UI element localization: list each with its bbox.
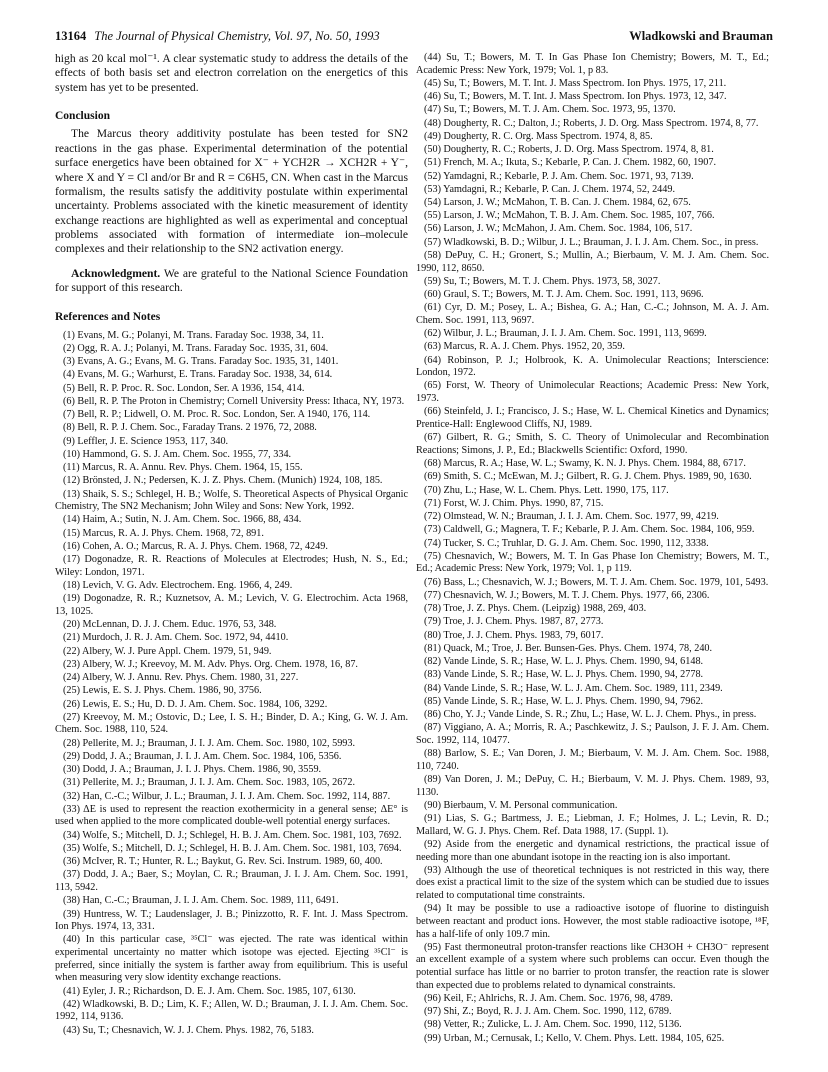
reference-item: (90) Bierbaum, V. M. Personal communication. — [424, 799, 618, 811]
reference-item: (53) Yamdagni, R.; Kebarle, P. Can. J. Chem. 1974, 52, 2449. — [424, 183, 675, 195]
running-authors: Wladkowski and Brauman — [629, 28, 773, 43]
reference-item: (45) Su, T.; Bowers, M. T. Int. J. Mass Spectrom. Ion Phys. 1975, 17, 211. — [424, 77, 727, 89]
reference-item: (97) Shi, Z.; Boyd, R. J. J. Am. Chem. Soc. 1990, 112, 6789. — [424, 1006, 672, 1018]
reference-item: (12) Brönsted, J. N.; Pedersen, K. J. Z. Phys. Chem. (Munich) 1924, 108, 185. — [63, 475, 383, 487]
reference-item: (25) Lewis, E. S. J. Phys. Chem. 1986, 90, 3756. — [63, 685, 262, 697]
reference-item: (59) Su, T.; Bowers, M. T. J. Chem. Phys. 1973, 58, 3027. — [424, 275, 661, 287]
reference-item: (30) Dodd, J. A.; Brauman, J. I. J. Phys. Chem. 1986, 90, 3559. — [63, 764, 322, 776]
intro-paragraph: high as 20 kcal mol⁻¹. A clear systematic study to address the details of the effects of both basis set and electron correlation on the energetics of this system has yet to be presented. — [55, 52, 408, 94]
reference-item: (92) Aside from the energetic and dynamical restrictions, the practical issue of needing more than one abundant isotope in the reacting ion is also important. — [416, 838, 769, 863]
reference-item: (63) Marcus, R. A. J. Chem. Phys. 1952, 20, 359. — [424, 341, 625, 353]
acknowledgment-paragraph — [55, 267, 408, 296]
reference-item: (42) Wladkowski, B. D.; Lim, K. F.; Allen, W. D.; Brauman, J. I. J. Am. Chem. Soc. 1992, 114, 9136. — [55, 998, 408, 1023]
reference-item: (66) Steinfeld, J. I.; Francisco, J. S.; Hase, W. L. Chemical Kinetics and Dynamics; Prentice-Hall: Englewood Cliffs, NJ, 1989. — [416, 406, 769, 430]
reference-item: (51) French, M. A.; Ikuta, S.; Kebarle, P. Can. J. Chem. 1982, 60, 1907. — [424, 157, 717, 169]
reference-item: (47) Su, T.; Bowers, M. T. J. Am. Chem. Soc. 1973, 95, 1370. — [424, 104, 676, 116]
reference-item: (50) Dougherty, R. C.; Roberts, J. D. Org. Mass Spectrom. 1974, 8, 81. — [424, 144, 714, 156]
reference-item: (74) Tucker, S. C.; Truhlar, D. G. J. Am. Chem. Soc. 1990, 112, 3338. — [424, 537, 709, 549]
reference-item: (38) Han, C.-C.; Brauman, J. I. J. Am. Chem. Soc. 1989, 111, 6491. — [63, 895, 339, 907]
reference-item: (88) Barlow, S. E.; Van Doren, J. M.; Bierbaum, V. M. J. Am. Chem. Soc. 1988, 110, 7240. — [416, 748, 769, 772]
reference-item: (70) Zhu, L.; Hase, W. L. Chem. Phys. Lett. 1990, 175, 117. — [424, 484, 669, 496]
conclusion-heading: Conclusion — [55, 110, 110, 123]
reference-item: (85) Vande Linde, S. R.; Hase, W. L. J. Phys. Chem. 1990, 94, 7962. — [424, 695, 704, 707]
reference-item: (96) Keil, F.; Ahlrichs, R. J. Am. Chem. Soc. 1976, 98, 4789. — [424, 993, 673, 1004]
reference-item: (76) Bass, L.; Chesnavich, W. J.; Bowers, M. T. J. Am. Chem. Soc. 1979, 101, 5493. — [424, 576, 769, 588]
reference-item: (68) Marcus, R. A.; Hase, W. L.; Swamy, K. N. J. Phys. Chem. 1984, 88, 6717. — [424, 458, 746, 470]
reference-item: (8) Bell, R. P. J. Chem. Soc., Faraday Trans. 2 1976, 72, 2088. — [63, 422, 317, 434]
reference-item: (49) Dougherty, R. C. Org. Mass Spectrom. 1974, 8, 85. — [424, 130, 653, 142]
reference-item: (91) Lias, S. G.; Bartmess, J. E.; Liebman, J. F.; Holmes, J. L.; Levin, R. D.; Mallard, W. G. J. Phys. Chem. Ref. Data 1988, 17. (Suppl. 1). — [416, 813, 769, 837]
left-column — [55, 52, 408, 1038]
reference-item: (80) Troe, J. J. Chem. Phys. 1983, 79, 6017. — [424, 629, 604, 641]
reference-item: (58) DePuy, C. H.; Gronert, S.; Mullin, A.; Bierbaum, V. M. J. Am. Chem. Soc. 1990, 112, 8650. — [416, 249, 769, 274]
reference-item: (2) Ogg, R. A. J.; Polanyi, M. Trans. Faraday Soc. 1935, 31, 604. — [63, 342, 329, 354]
reference-item: (69) Smith, S. C.; McEwan, M. J.; Gilbert, R. G. J. Chem. Phys. 1989, 90, 1630. — [424, 471, 752, 483]
reference-item: (81) Quack, M.; Troe, J. Ber. Bunsen-Ges. Phys. Chem. 1974, 78, 240. — [424, 642, 713, 654]
reference-item: (95) Fast thermoneutral proton-transfer reactions like CH3OH + CH3O⁻ represent an excellent example of a system where such problems can occur. Even though the potential surface has little or no barrier to proton transfer, the reaction rate is slower than expected due to problems related to dynamical constraints. — [416, 941, 769, 991]
reference-item: (62) Wilbur, J. L.; Brauman, J. I. J. Am. Chem. Soc. 1991, 113, 9699. — [424, 328, 707, 340]
reference-item: (60) Graul, S. T.; Bowers, M. T. J. Am. Chem. Soc. 1991, 113, 9696. — [424, 289, 704, 301]
reference-item: (89) Van Doren, J. M.; DePuy, C. H.; Bierbaum, V. M. J. Phys. Chem. 1989, 93, 1130. — [416, 773, 769, 798]
reference-item: (19) Dogonadze, R. R.; Kuznetsov, A. M.; Levich, V. G. Electrochim. Acta 1968, 13, 1025. — [55, 593, 408, 617]
reference-item: (86) Cho, Y. J.; Vande Linde, S. R.; Zhu, L.; Hase, W. L. J. Chem. Phys., in press. — [424, 708, 757, 720]
reference-item: (22) Albery, W. J. Pure Appl. Chem. 1979, 51, 949. — [63, 645, 272, 657]
reference-item: (35) Wolfe, S.; Mitchell, D. J.; Schlegel, H. B. J. Am. Chem. Soc. 1981, 103, 7694. — [63, 842, 402, 854]
reference-item: (3) Evans, A. G.; Evans, M. G. Trans. Faraday Soc. 1935, 31, 1401. — [63, 356, 339, 368]
reference-item: (33) ΔE is used to represent the reaction exothermicity in a general sense; ΔE° is used when applied to the more complicated double-well potential energy surfaces. — [55, 803, 408, 828]
reference-item: (82) Vande Linde, S. R.; Hase, W. L. J. Phys. Chem. 1990, 94, 6148. — [424, 656, 704, 668]
reference-item: (13) Shaik, S. S.; Schlegel, H. B.; Wolfe, S. Theoretical Aspects of Physical Organic Chemistry, The SN2 Mechanism; John Wiley and Sons: New York, 1992. — [55, 488, 408, 513]
reference-item: (32) Han, C.-C.; Wilbur, J. L.; Brauman, J. I. J. Am. Chem. Soc. 1992, 114, 887. — [63, 790, 391, 802]
reference-item: (43) Su, T.; Chesnavich, W. J. J. Chem. Phys. 1982, 76, 5183. — [63, 1024, 314, 1036]
reference-item: (9) Leffler, J. E. Science 1953, 117, 340. — [63, 435, 229, 447]
references-list-right — [416, 52, 769, 1045]
reference-item: (10) Hammond, G. S. J. Am. Chem. Soc. 1955, 77, 334. — [63, 448, 292, 460]
journal-citation: The Journal of Physical Chemistry, Vol. 97, No. 50, 1993 — [94, 28, 380, 43]
reference-item: (27) Kreevoy, M. M.; Ostovic, D.; Lee, I. S. H.; Binder, D. A.; King, G. W. J. Am. Chem. Soc. 1988, 110, 524. — [55, 711, 408, 736]
reference-item: (41) Eyler, J. R.; Richardson, D. E. J. Am. Chem. Soc. 1985, 107, 6130. — [63, 985, 356, 997]
reference-item: (21) Murdoch, J. R. J. Am. Chem. Soc. 1972, 94, 4410. — [63, 632, 289, 644]
reference-item: (39) Huntress, W. T.; Laudenslager, J. B.; Pinizzotto, R. F. Int. J. Mass Spectrom. Ion Phys. 1974, 13, 331. — [55, 908, 408, 933]
page-number: 13164 — [55, 28, 87, 43]
reference-item: (71) Forst, W. J. Chim. Phys. 1990, 87, 715. — [424, 497, 604, 509]
reference-item: (55) Larson, J. W.; McMahon, T. B. J. Am. Chem. Soc. 1985, 107, 766. — [424, 210, 715, 222]
reference-item: (67) Gilbert, R. G.; Smith, S. C. Theory of Unimolecular and Recombination Reactions; Simons, J. P., Ed.; Blackwells Scientific: Oxford, 1990. — [416, 432, 769, 456]
acknowledgment-label: Acknowledgment. — [71, 266, 161, 280]
reference-item: (77) Chesnavich, W. J.; Bowers, M. T. J. Chem. Phys. 1977, 66, 2306. — [424, 589, 710, 601]
reference-item: (84) Vande Linde, S. R.; Hase, W. L. J. Am. Chem. Soc. 1989, 111, 2349. — [424, 682, 723, 694]
reference-item: (79) Troe, J. J. Chem. Phys. 1987, 87, 2773. — [424, 616, 604, 628]
reference-item: (98) Vetter, R.; Zulicke, L. J. Am. Chem. Soc. 1990, 112, 5136. — [424, 1019, 682, 1031]
reference-item: (36) McIver, R. T.; Hunter, R. L.; Baykut, G. Rev. Sci. Instrum. 1989, 60, 400. — [63, 856, 383, 868]
reference-item: (87) Viggiano, A. A.; Morris, R. A.; Paschkewitz, J. S.; Paulson, J. F. J. Am. Chem. Soc. 1992, 114, 10477. — [416, 722, 769, 746]
reference-item: (37) Dodd, J. A.; Baer, S.; Moylan, C. R.; Brauman, J. I. J. Am. Chem. Soc. 1991, 113, 5942. — [55, 869, 408, 894]
conclusion-paragraph — [55, 127, 408, 256]
reference-item: (18) Levich, V. G. Adv. Electrochem. Eng. 1966, 4, 249. — [63, 580, 293, 592]
reference-item: (83) Vande Linde, S. R.; Hase, W. L. J. Phys. Chem. 1990, 94, 2778. — [424, 669, 704, 681]
reference-item: (7) Bell, R. P.; Lidwell, O. M. Proc. R. Soc. London, Ser. A 1940, 176, 114. — [63, 409, 371, 421]
reference-item: (23) Albery, W. J.; Kreevoy, M. M. Adv. Phys. Org. Chem. 1978, 16, 87. — [63, 658, 358, 670]
reference-item: (15) Marcus, R. A. J. Phys. Chem. 1968, 72, 891. — [63, 527, 264, 539]
reference-item: (16) Cohen, A. O.; Marcus, R. A. J. Phys. Chem. 1968, 72, 4249. — [63, 540, 328, 552]
reference-item: (99) Urban, M.; Cernusak, I.; Kello, V. Chem. Phys. Lett. 1984, 105, 625. — [424, 1032, 725, 1044]
reference-item: (46) Su, T.; Bowers, M. T. Int. J. Mass Spectrom. Ion Phys. 1973, 12, 347. — [424, 91, 727, 103]
reference-item: (44) Su, T.; Bowers, M. T. In Gas Phase Ion Chemistry; Bowers, M. T., Ed.; Academic Press: New York, 1979; Vol. 1, p 83. — [416, 52, 769, 76]
reference-item: (93) Although the use of theoretical techniques is not restricted in this way, there does exist a practical limit to the size of the system which can be studied due to issues related to computational time constraints. — [416, 864, 769, 902]
reference-item: (72) Olmstead, W. N.; Brauman, J. I. J. Am. Chem. Soc. 1977, 99, 4219. — [424, 511, 719, 523]
reference-item: (17) Dogonadze, R. R. Reactions of Molecules at Electrodes; Hush, N. S., Ed.; Wiley: London, 1971. — [55, 554, 408, 578]
right-column — [416, 52, 769, 1046]
reference-item: (34) Wolfe, S.; Mitchell, D. J.; Schlegel, H. B. J. Am. Chem. Soc. 1981, 103, 7692. — [63, 829, 402, 841]
reference-item: (31) Pellerite, M. J.; Brauman, J. I. J. Am. Chem. Soc. 1983, 105, 2672. — [63, 777, 356, 789]
reference-item: (28) Pellerite, M. J.; Brauman, J. I. J. Am. Chem. Soc. 1980, 102, 5993. — [63, 737, 356, 749]
reference-item: (56) Larson, J. W.; McMahon, J. Am. Chem. Soc. 1984, 106, 517. — [424, 223, 693, 235]
reference-item: (29) Dodd, J. A.; Brauman, J. I. J. Am. Chem. Soc. 1984, 106, 5356. — [63, 750, 342, 762]
conclusion-text: The Marcus theory additivity postulate has been tested for SN2 reactions in the gas phase. Experimental determination of the potential surface energetics have been obtained for X⁻ + YCH2R → XCH2R + Y⁻, where X and Y = Cl and/or Br and R = C6H5, CN. When cast in the Marcus formalism, the results satisfy the additivity postulate within experimental uncertainty. Problems associated with the kinetic measurement of identity exchange reactions are highlighted as well as experimental and conceptual problems associated with formation of intermediate ion–molecule complexes and their relationship to the SN2 activation energy. — [55, 127, 408, 256]
reference-item: (94) It may be possible to use a radioactive isotope of fluorine to distinguish between reactant and product ions. However, the most stable radioactive isotope, ¹⁸F, has a half-life of only 109.7 min. — [416, 903, 769, 940]
reference-item: (57) Wladkowski, B. D.; Wilbur, J. L.; Brauman, J. I. J. Am. Chem. Soc., in press. — [424, 236, 759, 248]
reference-item: (11) Marcus, R. A. Annu. Rev. Phys. Chem. 1964, 15, 155. — [63, 462, 303, 474]
reference-item: (26) Lewis, E. S.; Hu, D. D. J. Am. Chem. Soc. 1984, 106, 3292. — [63, 698, 328, 710]
reference-item: (75) Chesnavich, W.; Bowers, M. T. In Gas Phase Ion Chemistry; Bowers, M. T., Ed.; Academic Press: New York, 1979; Vol. 1, p 119. — [416, 550, 769, 575]
reference-item: (1) Evans, M. G.; Polanyi, M. Trans. Faraday Soc. 1938, 34, 11. — [63, 329, 324, 341]
reference-item: (65) Forst, W. Theory of Unimolecular Reactions; Academic Press: New York, 1973. — [416, 380, 769, 405]
reference-item: (6) Bell, R. P. The Proton in Chemistry; Cornell University Press: Ithaca, NY, 1973. — [63, 395, 405, 407]
reference-item: (40) In this particular case, ³⁵Cl⁻ was ejected. The rate was identical within experimental uncertainty no matter which isotope was ejected. Ejecting ³⁵Cl⁻ is preferred, since initially the system is farther away from equilibrium. This is useful when measuring very slow identity exchange reactions. — [55, 934, 408, 984]
reference-item: (78) Troe, J. Z. Phys. Chem. (Leipzig) 1988, 269, 403. — [424, 603, 647, 615]
reference-item: (64) Robinson, P. J.; Holbrook, K. A. Unimolecular Reactions; Interscience: London, 1972. — [416, 354, 769, 379]
references-list-left — [55, 330, 408, 1038]
reference-item: (5) Bell, R. P. Proc. R. Soc. London, Ser. A 1936, 154, 414. — [63, 382, 305, 394]
reference-item: (24) Albery, W. J. Annu. Rev. Phys. Chem. 1980, 31, 227. — [63, 672, 299, 684]
reference-item: (14) Haim, A.; Sutin, N. J. Am. Chem. Soc. 1966, 88, 434. — [63, 514, 302, 526]
reference-item: (61) Cyr, D. M.; Posey, L. A.; Bishea, G. A.; Han, C.-C.; Johnson, M. A. J. Am. Chem. Soc. 1991, 113, 9697. — [416, 302, 769, 326]
reference-item: (73) Caldwell, G.; Magnera, T. F.; Kebarle, P. J. Am. Chem. Soc. 1984, 106, 959. — [424, 524, 755, 536]
reference-item: (20) McLennan, D. J. J. Chem. Educ. 1976, 53, 348. — [63, 619, 277, 631]
reference-item: (48) Dougherty, R. C.; Dalton, J.; Roberts, J. D. Org. Mass Spectrom. 1974, 8, 77. — [424, 117, 759, 129]
reference-item: (4) Evans, M. G.; Warhurst, E. Trans. Faraday Soc. 1938, 34, 614. — [63, 369, 333, 381]
acknowledgment-text: We are grateful to the National Science Foundation for support of this research. — [55, 266, 408, 295]
reference-item: (52) Yamdagni, R.; Kebarle, P. J. Am. Chem. Soc. 1971, 93, 7139. — [424, 170, 694, 182]
page-header — [55, 28, 773, 44]
references-heading: References and Notes — [55, 310, 161, 323]
reference-item: (54) Larson, J. W.; McMahon, T. B. Can. J. Chem. 1984, 62, 675. — [424, 196, 691, 208]
